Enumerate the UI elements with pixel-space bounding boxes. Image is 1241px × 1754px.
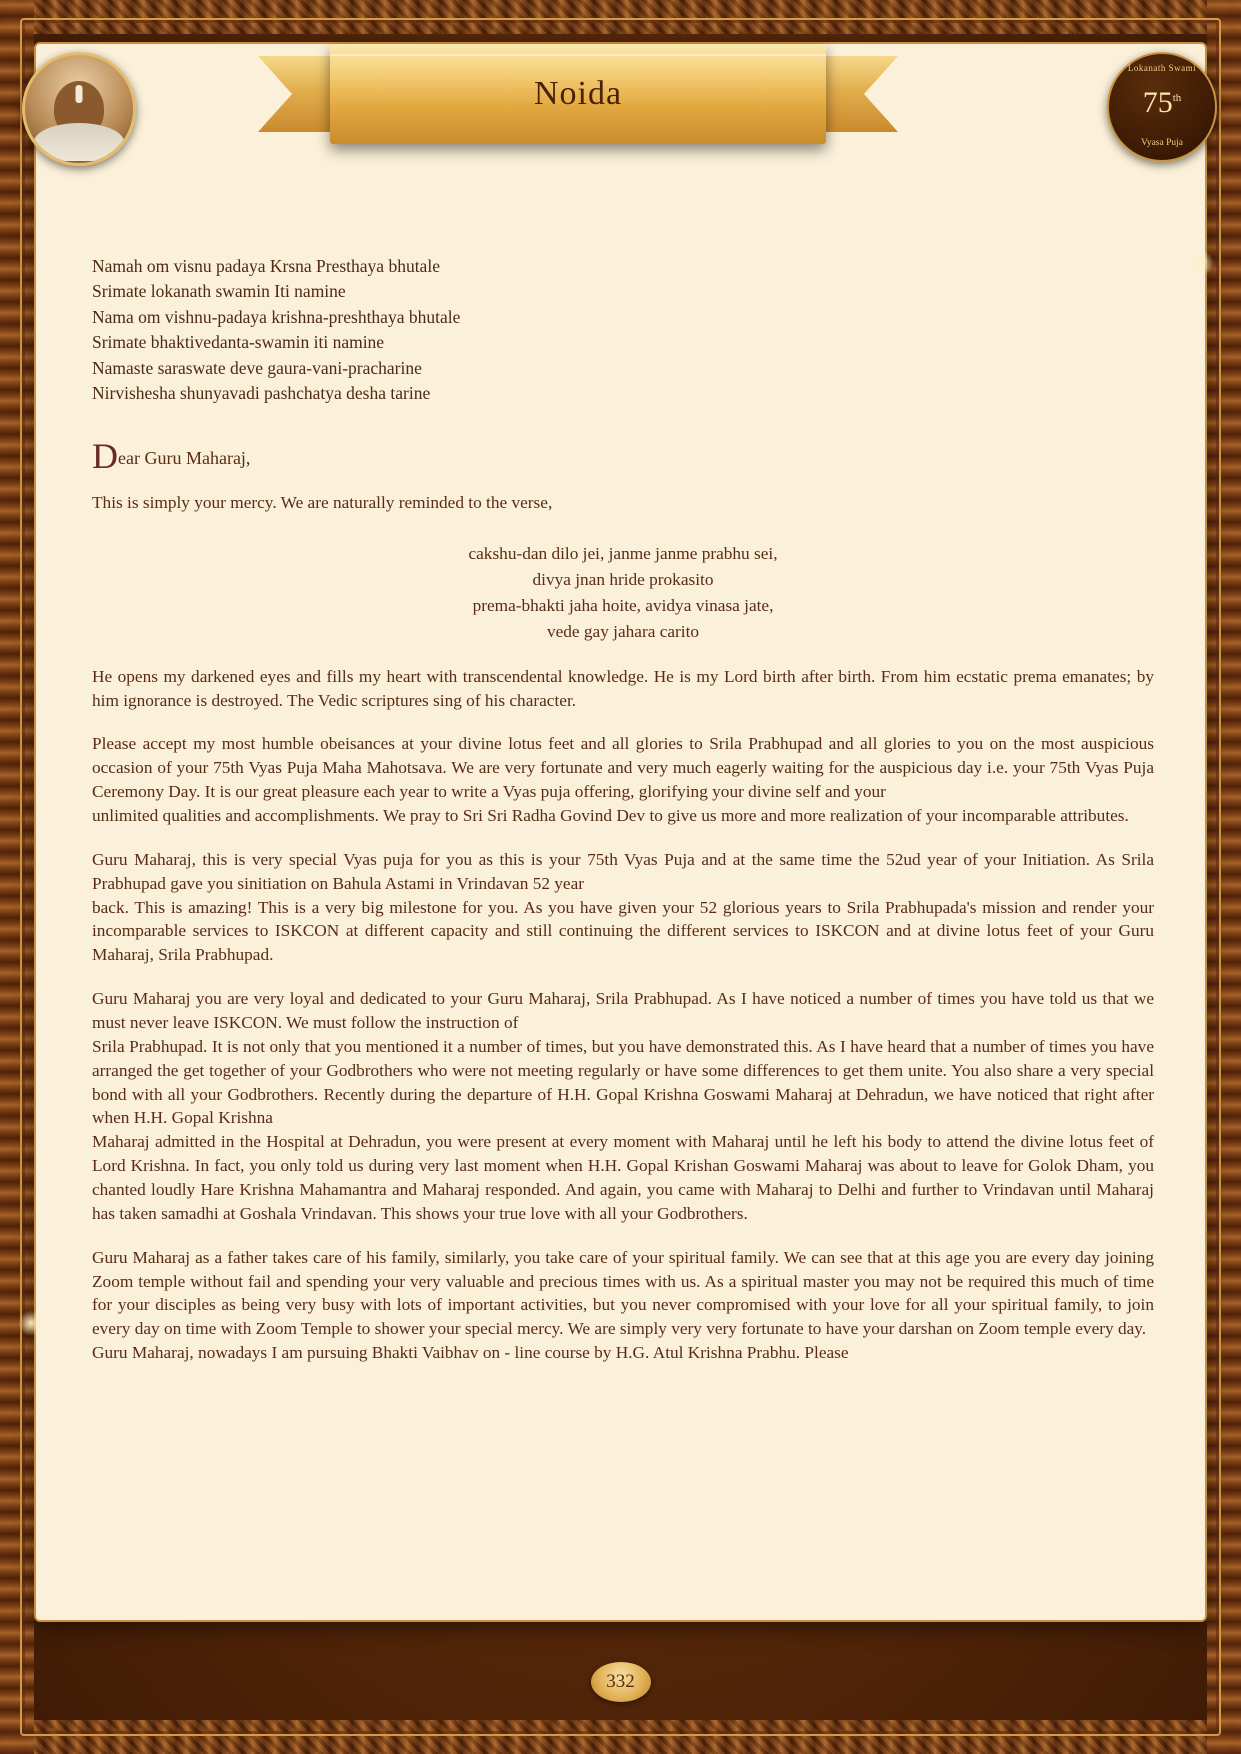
seal-number: 75th — [1142, 86, 1182, 119]
tilak-mark — [76, 85, 83, 103]
guru-portrait-icon — [22, 52, 136, 166]
invocation-block — [92, 254, 1154, 406]
vyasa-puja-seal-icon — [1107, 52, 1217, 162]
salutation-text: ear Guru Maharaj, — [118, 448, 251, 469]
paragraph: Srila Prabhupad. It is not only that you mentioned it a number of times, but you have demonstrated this. As I have heard that a number of times you have arranged the get together of your Godbrothers who were not meeting regularly or have some differences to get them unite. You also share a very special bond with all your Godbrothers. Recently during the departure of H.H. Gopal Krishna Goswami Maharaj at Dehradun, we have noticed that right after when H.H. Gopal Krishna — [92, 1036, 1154, 1128]
garland — [34, 123, 124, 161]
verse-line: prema-bhakti jaha hoite, avidya vinasa jate, — [472, 595, 774, 615]
verse-line: divya jnan hride prokasito — [532, 569, 714, 589]
paragraph: Guru Maharaj as a father takes care of his family, similarly, you take care of your spiritual family. We can see that at this age you are every day joining Zoom temple without fail and spending your very valuable and precious times with us. As a spiritual master you may not be required this much of time for your disciples as being very busy with lots of important activities, but you never compromised with your love for all your spiritual family, to join every day on time with Zoom Temple to shower your special mercy. We are simply very very fortunate to have your darshan on Zoom temple every day. — [92, 1247, 1154, 1339]
decorative-border-left — [0, 0, 34, 1754]
seal-bottom-text: Vyasa Puja — [1141, 138, 1183, 148]
invocation-line: Namaste saraswate deve gaura-vani-pracharine — [92, 357, 422, 378]
sparkle-decoration — [1188, 250, 1214, 276]
banner-ribbon — [258, 44, 898, 144]
decorative-border-top — [0, 0, 1241, 34]
seal-top-text: Lokanath Swami — [1127, 63, 1197, 73]
verse-line: vede gay jahara carito — [546, 621, 700, 641]
verse-block — [92, 541, 1154, 645]
salutation — [92, 436, 1154, 477]
intro-paragraph: This is simply your mercy. We are naturally reminded to the verse, — [92, 493, 553, 513]
page-number-badge: 332 — [591, 1662, 651, 1702]
invocation-line: Nama om vishnu-padaya krishna-preshthaya bhutale — [92, 306, 461, 327]
invocation-line: Srimate lokanath swamin Iti namine — [92, 281, 346, 302]
invocation-line: Nirvishesha shunyavadi pashchatya desha tarine — [92, 382, 431, 403]
letter-body — [92, 254, 1154, 1365]
paragraph: Please accept my most humble obeisances at your divine lotus feet and all glories to Srila Prabhupad and all glories to you on the most auspicious occasion of your 75th Vyas Puja Maha Mahotsava. We are very fortunate and very much eagerly waiting for the auspicious day i.e. your 75th Vyas Puja Ceremony Day. It is our great pleasure each year to write a Vyas puja offering, glorifying your divine self and your — [92, 734, 1154, 802]
ribbon-center — [330, 44, 826, 144]
paragraph: Guru Maharaj you are very loyal and dedicated to your Guru Maharaj, Srila Prabhupad. As I have noticed a number of times you have told us that we must never leave ISKCON. We must follow the instruction of — [92, 989, 1154, 1032]
sparkle-decoration — [18, 1310, 44, 1336]
paragraph: Maharaj admitted in the Hospital at Dehradun, you were present at every moment with Maharaj until he left his body to attend the divine lotus feet of Lord Krishna. In fact, you only told us during very last moment when H.H. Gopal Krishan Goswami Maharaj was about to leave for Golok Dham, you chanted loudly Hare Krishna Mahamantra and Maharaj responded. And again, you came with Maharaj to Delhi and further to Vrindavan until Maharaj has taken samadhi at Goshala Vrindavan. This shows your true love with all your Godbrothers. — [92, 1132, 1154, 1223]
letter-card — [34, 42, 1207, 1622]
paragraph: back. This is amazing! This is a very big milestone for you. As you have given your 52 glorious years to Srila Prabhupada's mission and render your incomparable services to ISKCON at different capacity and still continuing the different services to ISKCON and at divine lotus feet of your Guru Maharaj, Srila Prabhupad. — [92, 897, 1154, 965]
paragraph: He opens my darkened eyes and fills my heart with transcendental knowledge. He is my Lord birth after birth. From him ecstatic prema emanates; by him ignorance is destroyed. The Vedic scriptures sing of his character. — [92, 666, 1154, 710]
decorative-border-bottom — [0, 1720, 1241, 1754]
page-title: Noida — [533, 75, 623, 112]
invocation-line: Namah om visnu padaya Krsna Presthaya bhutale — [92, 256, 440, 276]
verse-line: cakshu-dan dilo jei, janme janme prabhu sei, — [468, 543, 778, 563]
salutation-dropcap: D — [92, 436, 118, 477]
paragraph: Guru Maharaj, this is very special Vyas puja for you as this is your 75th Vyas Puja and at the same time the 52ud year of your Initiation. As Srila Prabhupad gave you sinitiation on Bahula Astami in Vrindavan 52 year — [92, 849, 1154, 893]
invocation-line: Srimate bhaktivedanta-swamin iti namine — [92, 332, 385, 353]
paragraph: Guru Maharaj, nowadays I am pursuing Bhakti Vaibhav on - line course by H.G. Atul Krishna Prabhu. Please — [92, 1343, 849, 1363]
paragraph: unlimited qualities and accomplishments. We pray to Sri Sri Radha Govind Dev to give us more and more realization of your incomparable attributes. — [92, 805, 1129, 825]
